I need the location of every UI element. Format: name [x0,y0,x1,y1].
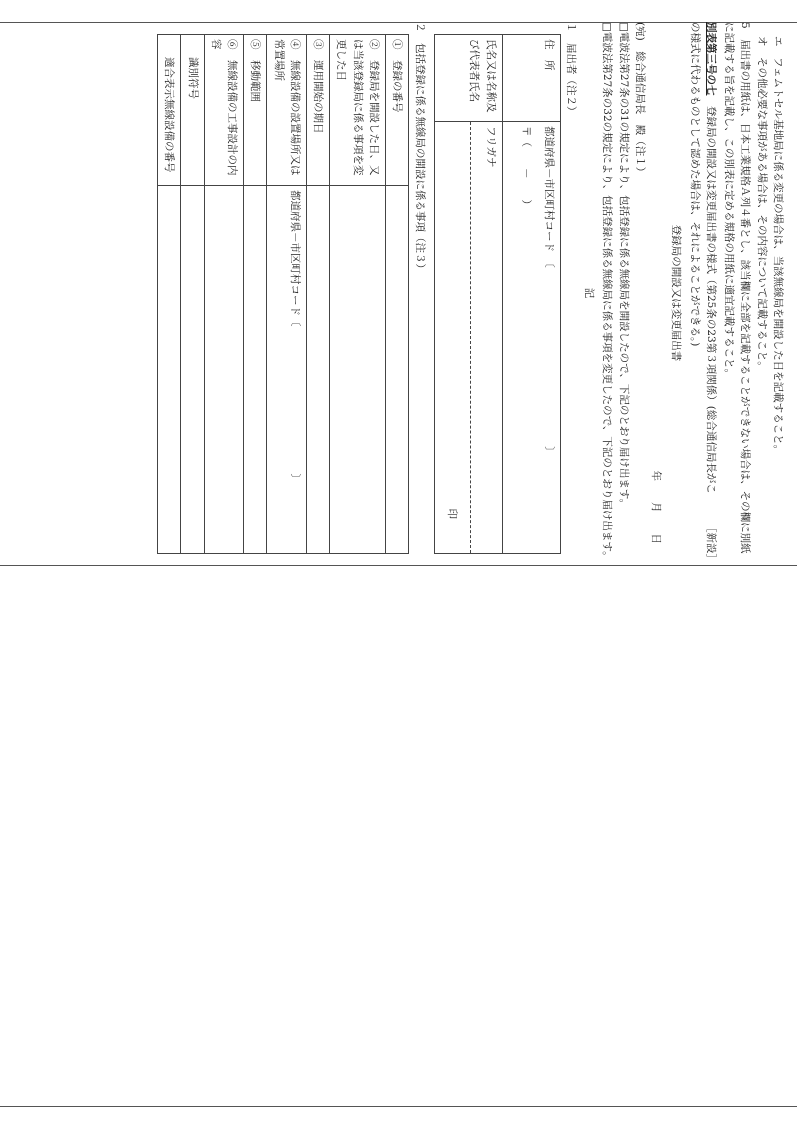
item-label-6: ⑥ 無線設備の工事設計の内容 [204,35,244,186]
address-label: 住 所 [502,35,560,122]
section-2-heading: ２ 包括登録に係る無線局の開設に係る事項（注３） [413,22,426,274]
sub-item-value-2 [158,186,181,554]
top-item-5: 5 届出書の用紙は、日本工業規格Ａ列４番とし、該当欄に全部を記載することができない場合は、その欄に別紙に記載する旨を記載し、この別表に定める規格の用紙に適宜記載すること。 [723,22,752,554]
appendix-title: 別表第三号の七 登録局の開設又は変更届出書の様式（第25条の23第３項関係）(総合通信局長がこの様式に代わるものとして認めた場合は、それによることができる。) [688,22,717,494]
table-row [330,35,386,554]
furigana-cell: フリガナ [470,122,502,554]
item-label-2: ② 登録局を開設した日、又は当該登録局に係る事項を変更した日 [330,35,386,186]
table-row [306,35,329,554]
appendix-subtitle: 登録局の開設又は変更届出書の様式（第25条の23第３項関係）(総合通信局長がこの様式に代わるものとして認めた場合は、それによることができる。) [688,22,717,494]
form-title: 登録局の開設又は変更届出書 [670,224,683,362]
applicant-table [434,34,561,554]
table-row [204,35,244,554]
item-value-1 [386,186,409,554]
pref-code-address: 都道府県－市区町村コード 〔 〕 [542,126,555,457]
table-row [244,35,267,554]
form-addressee: (宛) 総合通信局長 殿（注１） [633,22,646,178]
checkbox-open[interactable]: □電波法第27条の31の規定により、包括登録に係る無線局を開設したので、下記のとおり届け出ます。 [617,22,630,510]
station-table [157,34,409,554]
seal-mark: 印 [446,508,459,519]
checkbox-change[interactable]: □電波法第27条の32の規定により、包括登録に係る無線局に係る事項を変更したので、下記のとおり届け出ます。 [601,22,614,562]
section-1-heading: １ 届出者（注２） [564,22,577,117]
form-date: 年 月 日 [650,470,663,544]
top-item-o: オ その他必要な事項がある場合は、その内容について記載すること。 [755,36,768,372]
item-label-1: ① 登録の番号 [386,35,409,186]
new-mark: ［新設］ [704,522,717,564]
item-value-6 [204,186,244,554]
postal-code: 〒（ － ） [520,126,533,210]
item-label-5: ⑤ 移動範囲 [244,35,267,186]
bottom-rule [0,1106,797,1107]
table-row [386,35,409,554]
sub-item-label-2: 適合表示無線設備の番号 [158,35,181,186]
sub-item-value-1 [181,186,204,554]
ki-mark: 記 [583,287,596,299]
item-value-5 [244,186,267,554]
table-row [158,35,181,554]
item-value-3 [306,186,329,554]
address-cell [502,122,560,554]
seal-cell [434,122,470,554]
item-label-3: ③ 運用開始の期日 [306,35,329,186]
name-label: 氏名又は名称及び代表者氏名 [434,35,502,122]
document-body [22,22,786,564]
middle-rule [0,565,797,566]
top-item-e: エ フェムトセル基地局に係る変更の場合は、当該無線局を開設した日を記載すること。 [772,36,784,456]
item-value-2 [330,186,386,554]
table-row [267,35,307,554]
table-row [181,35,204,554]
sub-item-label-1: 識別符号 [181,35,204,186]
item-label-4: ④ 無線設備の設置場所又は常置場所 [267,35,307,186]
item-value-4: 都道府県－市区町村コード〔 〕 [267,186,307,554]
